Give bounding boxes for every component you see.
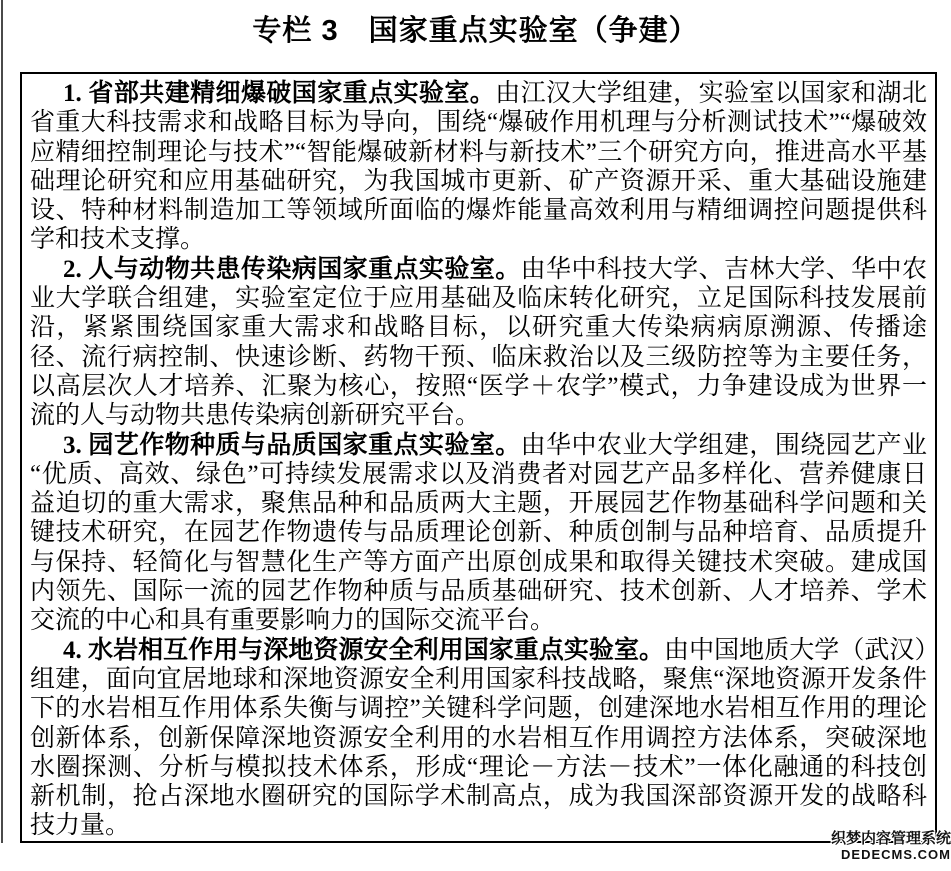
lab-1-body: 由江汉大学组建，实验室以国家和湖北省重大科技需求和战略目标为导向，围绕“爆破作用机理与分析测试技术”“爆破效应精细控制理论与技术”“智能爆破新材料与新技术”三个研究方向，推进高水平基础理论研究和应用基础研究，为我国城市更新、矿产资源开采、重大基础设施建设、特种材料制造加工等领域所面临的爆炸能量高效利用与精细调控问题提供科学和技术支撑。	[30, 80, 927, 254]
lab-paragraph-4	[30, 636, 927, 841]
watermark-cn-text: 织梦内容管理系统	[830, 830, 951, 847]
lab-paragraph-1	[30, 79, 927, 255]
lab-paragraph-3	[30, 431, 927, 636]
watermark-en-text: DEDECMS.COM	[841, 847, 951, 862]
content-box	[20, 72, 937, 843]
lab-4-body: 由中国地质大学（武汉）组建，面向宜居地球和深地资源安全利用国家科技战略，聚焦“深地资源开发条件下的水岩相互作用体系失衡与调控”关键科学问题，创建深地水岩相互作用的理论创新体系，创新保障深地资源安全利用的水岩相互作用调控方法体系，突破深地水圈探测、分析与模拟技术体系，形成“理论－方法－技术”一体化融通的科技创新机制，抢占深地水圈研究的国际学术制高点，成为我国深部资源开发的战略科技力量。	[30, 636, 927, 840]
lab-2-heading: 2. 人与动物共患传染病国家重点实验室。	[63, 255, 521, 283]
lab-3-body: 由华中农业大学组建，围绕园艺产业“优质、高效、绿色”可持续发展需求以及消费者对园艺产品多样化、营养健康日益迫切的重大需求，聚焦品种和品质两大主题，开展园艺作物基础科学问题和关键技术研究，在园艺作物遗传与品质理论创新、种质创制与品种培育、品质提升与保持、轻简化与智慧化生产等方面产出原创成果和取得关键技术突破。建成国内领先、国际一流的园艺作物种质与品质基础研究、技术创新、人才培养、学术交流的中心和具有重要影响力的国际交流平台。	[30, 431, 927, 635]
lab-paragraph-2	[30, 255, 927, 431]
watermark	[831, 831, 951, 862]
lab-3-heading: 3. 园艺作物种质与品质国家重点实验室。	[63, 431, 521, 459]
lab-4-heading: 4. 水岩相互作用与深地资源安全利用国家重点实验室。	[63, 636, 665, 664]
column-title: 专栏 3 国家重点实验室（争建）	[252, 15, 699, 47]
page-edge-line	[1, 0, 3, 843]
lab-2-body: 由华中科技大学、吉林大学、华中农业大学联合组建，实验室定位于应用基础及临床转化研究，立足国际科技发展前沿，紧紧围绕国家重大需求和战略目标，以研究重大传染病病原溯源、传播途径、流行病控制、快速诊断、药物干预、临床救治以及三级防控等为主要任务，以高层次人才培养、汇聚为核心，按照“医学＋农学”模式，力争建设成为世界一流的人与动物共患传染病创新研究平台。	[30, 255, 927, 430]
lab-1-heading: 1. 省部共建精细爆破国家重点实验室。	[63, 80, 496, 107]
